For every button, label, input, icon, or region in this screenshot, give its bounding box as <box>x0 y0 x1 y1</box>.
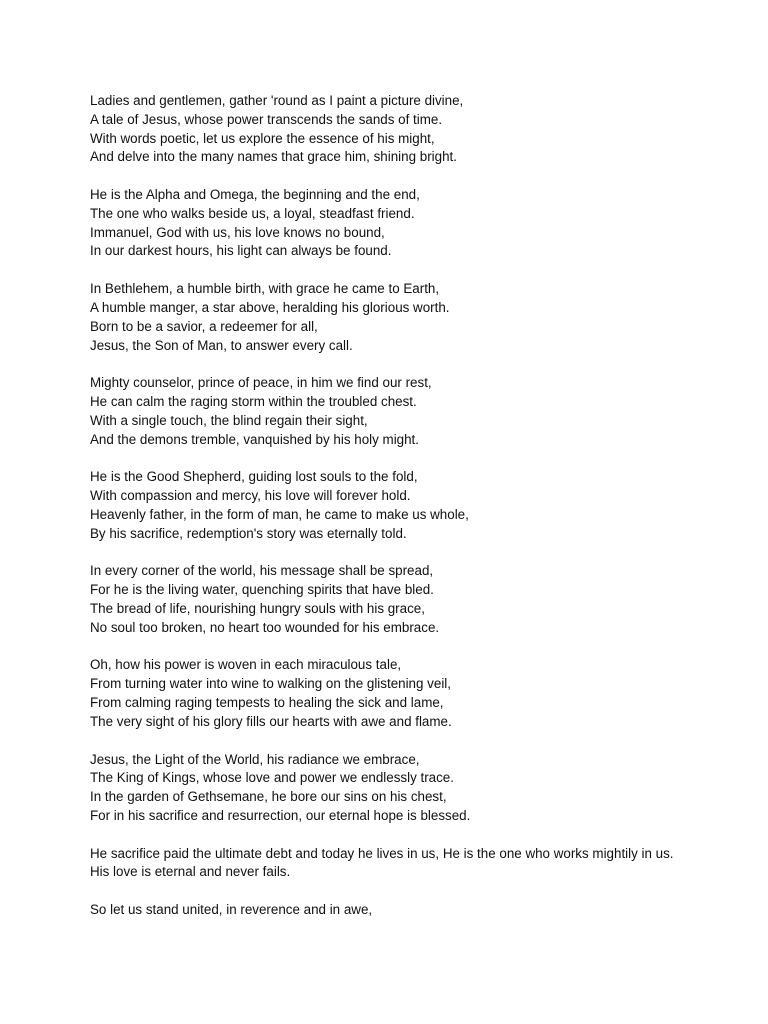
poem-line: For he is the living water, quenching spirits that have bled. <box>90 582 434 598</box>
poem-line: Mighty counselor, prince of peace, in him we find our rest, <box>90 375 432 391</box>
poem-line: In Bethlehem, a humble birth, with grace he came to Earth, <box>90 281 440 297</box>
final-stanza <box>90 901 690 920</box>
prose-text: He sacrifice paid the ultimate debt and today he lives in us, He is the one who works mightily in us. His love is eternal and never fails. <box>90 845 674 880</box>
poem-line: He is the Alpha and Omega, the beginning and the end, <box>90 187 420 203</box>
poem-line: The one who walks beside us, a loyal, steadfast friend. <box>90 205 415 221</box>
stanza-7 <box>90 656 690 731</box>
poem-line: With a single touch, the blind regain their sight, <box>90 412 368 428</box>
poem-line: And delve into the many names that grace him, shining bright. <box>90 149 457 165</box>
poem-line: Ladies and gentlemen, gather 'round as I paint a picture divine, <box>90 93 464 108</box>
poem-line: In the garden of Gethsemane, he bore our sins on his chest, <box>90 789 447 805</box>
poem-line: A tale of Jesus, whose power transcends the sands of time. <box>90 111 443 127</box>
stanza-3 <box>90 280 690 355</box>
poem-line: A humble manger, a star above, heralding his glorious worth. <box>90 299 450 315</box>
poem-line: Oh, how his power is woven in each miraculous tale, <box>90 657 402 673</box>
poem-line: He can calm the raging storm within the troubled chest. <box>90 394 417 410</box>
poem-body <box>90 92 690 939</box>
poem-line: In our darkest hours, his light can always be found. <box>90 243 392 259</box>
poem-line: By his sacrifice, redemption's story was eternally told. <box>90 525 407 541</box>
poem-line: Immanuel, God with us, his love knows no bound, <box>90 224 385 240</box>
poem-line: So let us stand united, in reverence and in awe, <box>90 902 373 918</box>
poem-line: No soul too broken, no heart too wounded for his embrace. <box>90 619 440 635</box>
poem-line: Born to be a savior, a redeemer for all, <box>90 318 318 334</box>
stanza-2 <box>90 186 690 261</box>
poem-line: The bread of life, nourishing hungry souls with his grace, <box>90 600 425 616</box>
stanza-4 <box>90 374 690 449</box>
poem-line: For in his sacrifice and resurrection, our eternal hope is blessed. <box>90 807 471 823</box>
poem-line: From calming raging tempests to healing the sick and lame, <box>90 695 444 711</box>
poem-line: And the demons tremble, vanquished by his holy might. <box>90 431 419 447</box>
poem-line: The very sight of his glory fills our hearts with awe and flame. <box>90 713 452 729</box>
poem-line: With compassion and mercy, his love will forever hold. <box>90 488 411 504</box>
poem-line: Jesus, the Light of the World, his radiance we embrace, <box>90 751 420 767</box>
poem-line: Jesus, the Son of Man, to answer every call. <box>90 337 353 353</box>
stanza-8 <box>90 751 690 826</box>
poem-line: He is the Good Shepherd, guiding lost souls to the fold, <box>90 469 418 485</box>
poem-line: With words poetic, let us explore the essence of his might, <box>90 130 435 146</box>
stanza-6 <box>90 562 690 637</box>
prose-paragraph <box>90 845 690 883</box>
poem-line: The King of Kings, whose love and power we endlessly trace. <box>90 770 454 786</box>
stanza-5 <box>90 468 690 543</box>
stanza-1 <box>90 92 690 167</box>
poem-line: In every corner of the world, his message shall be spread, <box>90 563 434 579</box>
poem-line: Heavenly father, in the form of man, he came to make us whole, <box>90 506 469 522</box>
poem-line: From turning water into wine to walking on the glistening veil, <box>90 676 451 692</box>
